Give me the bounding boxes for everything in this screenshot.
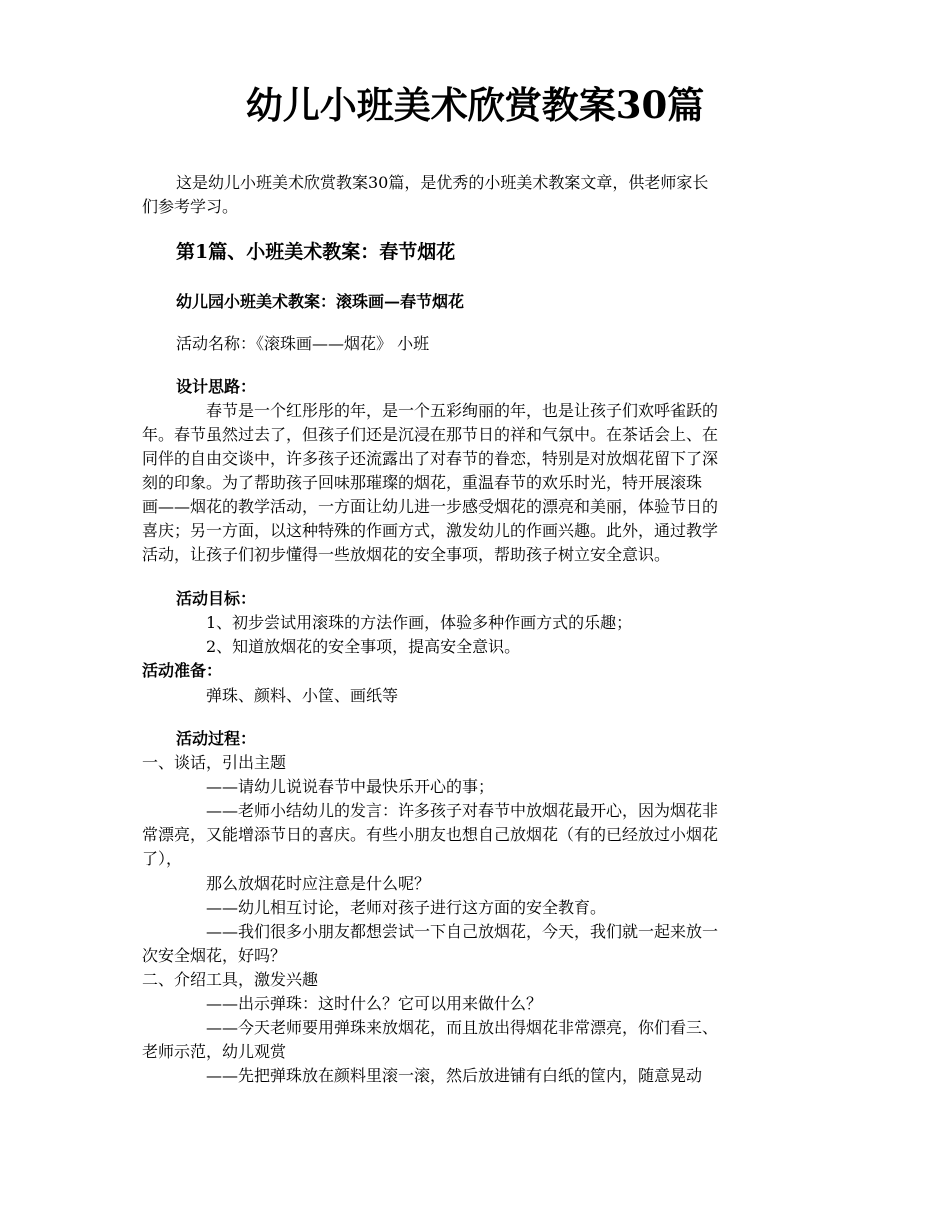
activity-name: 活动名称：《滚珠画——烟花》 小班: [176, 334, 430, 353]
design-text-line: 喜庆；另一方面，以这种特殊的作画方式，激发幼儿的作画兴趣。此外，通过教学: [142, 521, 719, 540]
design-text-line: 画——烟花的教学活动，一方面让幼儿进一步感受烟花的漂亮和美丽，体验节日的: [142, 497, 719, 516]
process-line: 老师示范，幼儿观赏: [142, 1042, 287, 1061]
process-line: ——幼儿相互讨论，老师对孩子进行这方面的安全教育。: [206, 898, 607, 917]
goal-item: 1、初步尝试用滚珠的方法作画，体验多种作画方式的乐趣；: [206, 613, 633, 632]
prep-label: 活动准备：: [142, 661, 223, 680]
process-line: ——先把弹珠放在颜料里滚一滚，然后放进铺有白纸的筐内，随意晃动: [206, 1066, 703, 1085]
goals-label: 活动目标：: [176, 589, 257, 608]
process-line: ——请幼儿说说春节中最快乐开心的事；: [206, 777, 495, 796]
design-text-line: 春节是一个红彤彤的年，是一个五彩绚丽的年，也是让孩子们欢呼雀跃的: [206, 401, 719, 420]
process-line: 那么放烟花时应注意是什么呢？: [206, 874, 431, 893]
process-line: 次安全烟花，好吗？: [142, 946, 287, 965]
design-text-line: 活动，让孩子们初步懂得一些放烟花的安全事项，帮助孩子树立安全意识。: [142, 545, 671, 564]
prep-text: 弹珠、颜料、小筐、画纸等: [206, 686, 399, 705]
process-line: 一、谈话，引出主题: [142, 753, 287, 772]
process-label: 活动过程：: [176, 729, 257, 748]
intro-line: 们参考学习。: [142, 197, 239, 216]
process-line: ——我们很多小朋友都想尝试一下自己放烟花，今天，我们就一起来放一: [206, 922, 719, 941]
goal-item: 2、知道放烟花的安全事项，提高安全意识。: [206, 637, 521, 656]
document-title: 幼儿小班美术欣赏教案30篇: [245, 83, 705, 127]
process-line: ——老师小结幼儿的发言：许多孩子对春节中放烟花最开心，因为烟花非: [206, 801, 719, 820]
design-text-line: 刻的印象。为了帮助孩子回味那璀璨的烟花，重温春节的欢乐时光，特开展滚珠: [142, 473, 703, 492]
process-line: ——今天老师要用弹珠来放烟花，而且放出得烟花非常漂亮，你们看三、: [206, 1018, 719, 1037]
process-line: 常漂亮，又能增添节日的喜庆。有些小朋友也想自己放烟花（有的已经放过小烟花: [142, 825, 719, 844]
subheading: 幼儿园小班美术教案：滚珠画—春节烟花: [176, 292, 465, 311]
design-text-line: 同伴的自由交谈中，许多孩子还流露出了对春节的眷恋，特别是对放烟花留下了深: [142, 449, 719, 468]
section-heading: 第1篇、小班美术教案：春节烟花: [176, 241, 456, 263]
process-line: 了），: [142, 849, 183, 868]
design-label: 设计思路：: [176, 377, 257, 396]
intro-line: 这是幼儿小班美术欣赏教案30篇，是优秀的小班美术教案文章，供老师家长: [176, 173, 709, 192]
design-text-line: 年。春节虽然过去了，但孩子们还是沉浸在那节日的祥和气氛中。在茶话会上、在: [142, 425, 719, 444]
process-line: ——出示弹珠：这时什么？它可以用来做什么？: [206, 994, 543, 1013]
process-line: 二、介绍工具，激发兴趣: [142, 970, 319, 989]
